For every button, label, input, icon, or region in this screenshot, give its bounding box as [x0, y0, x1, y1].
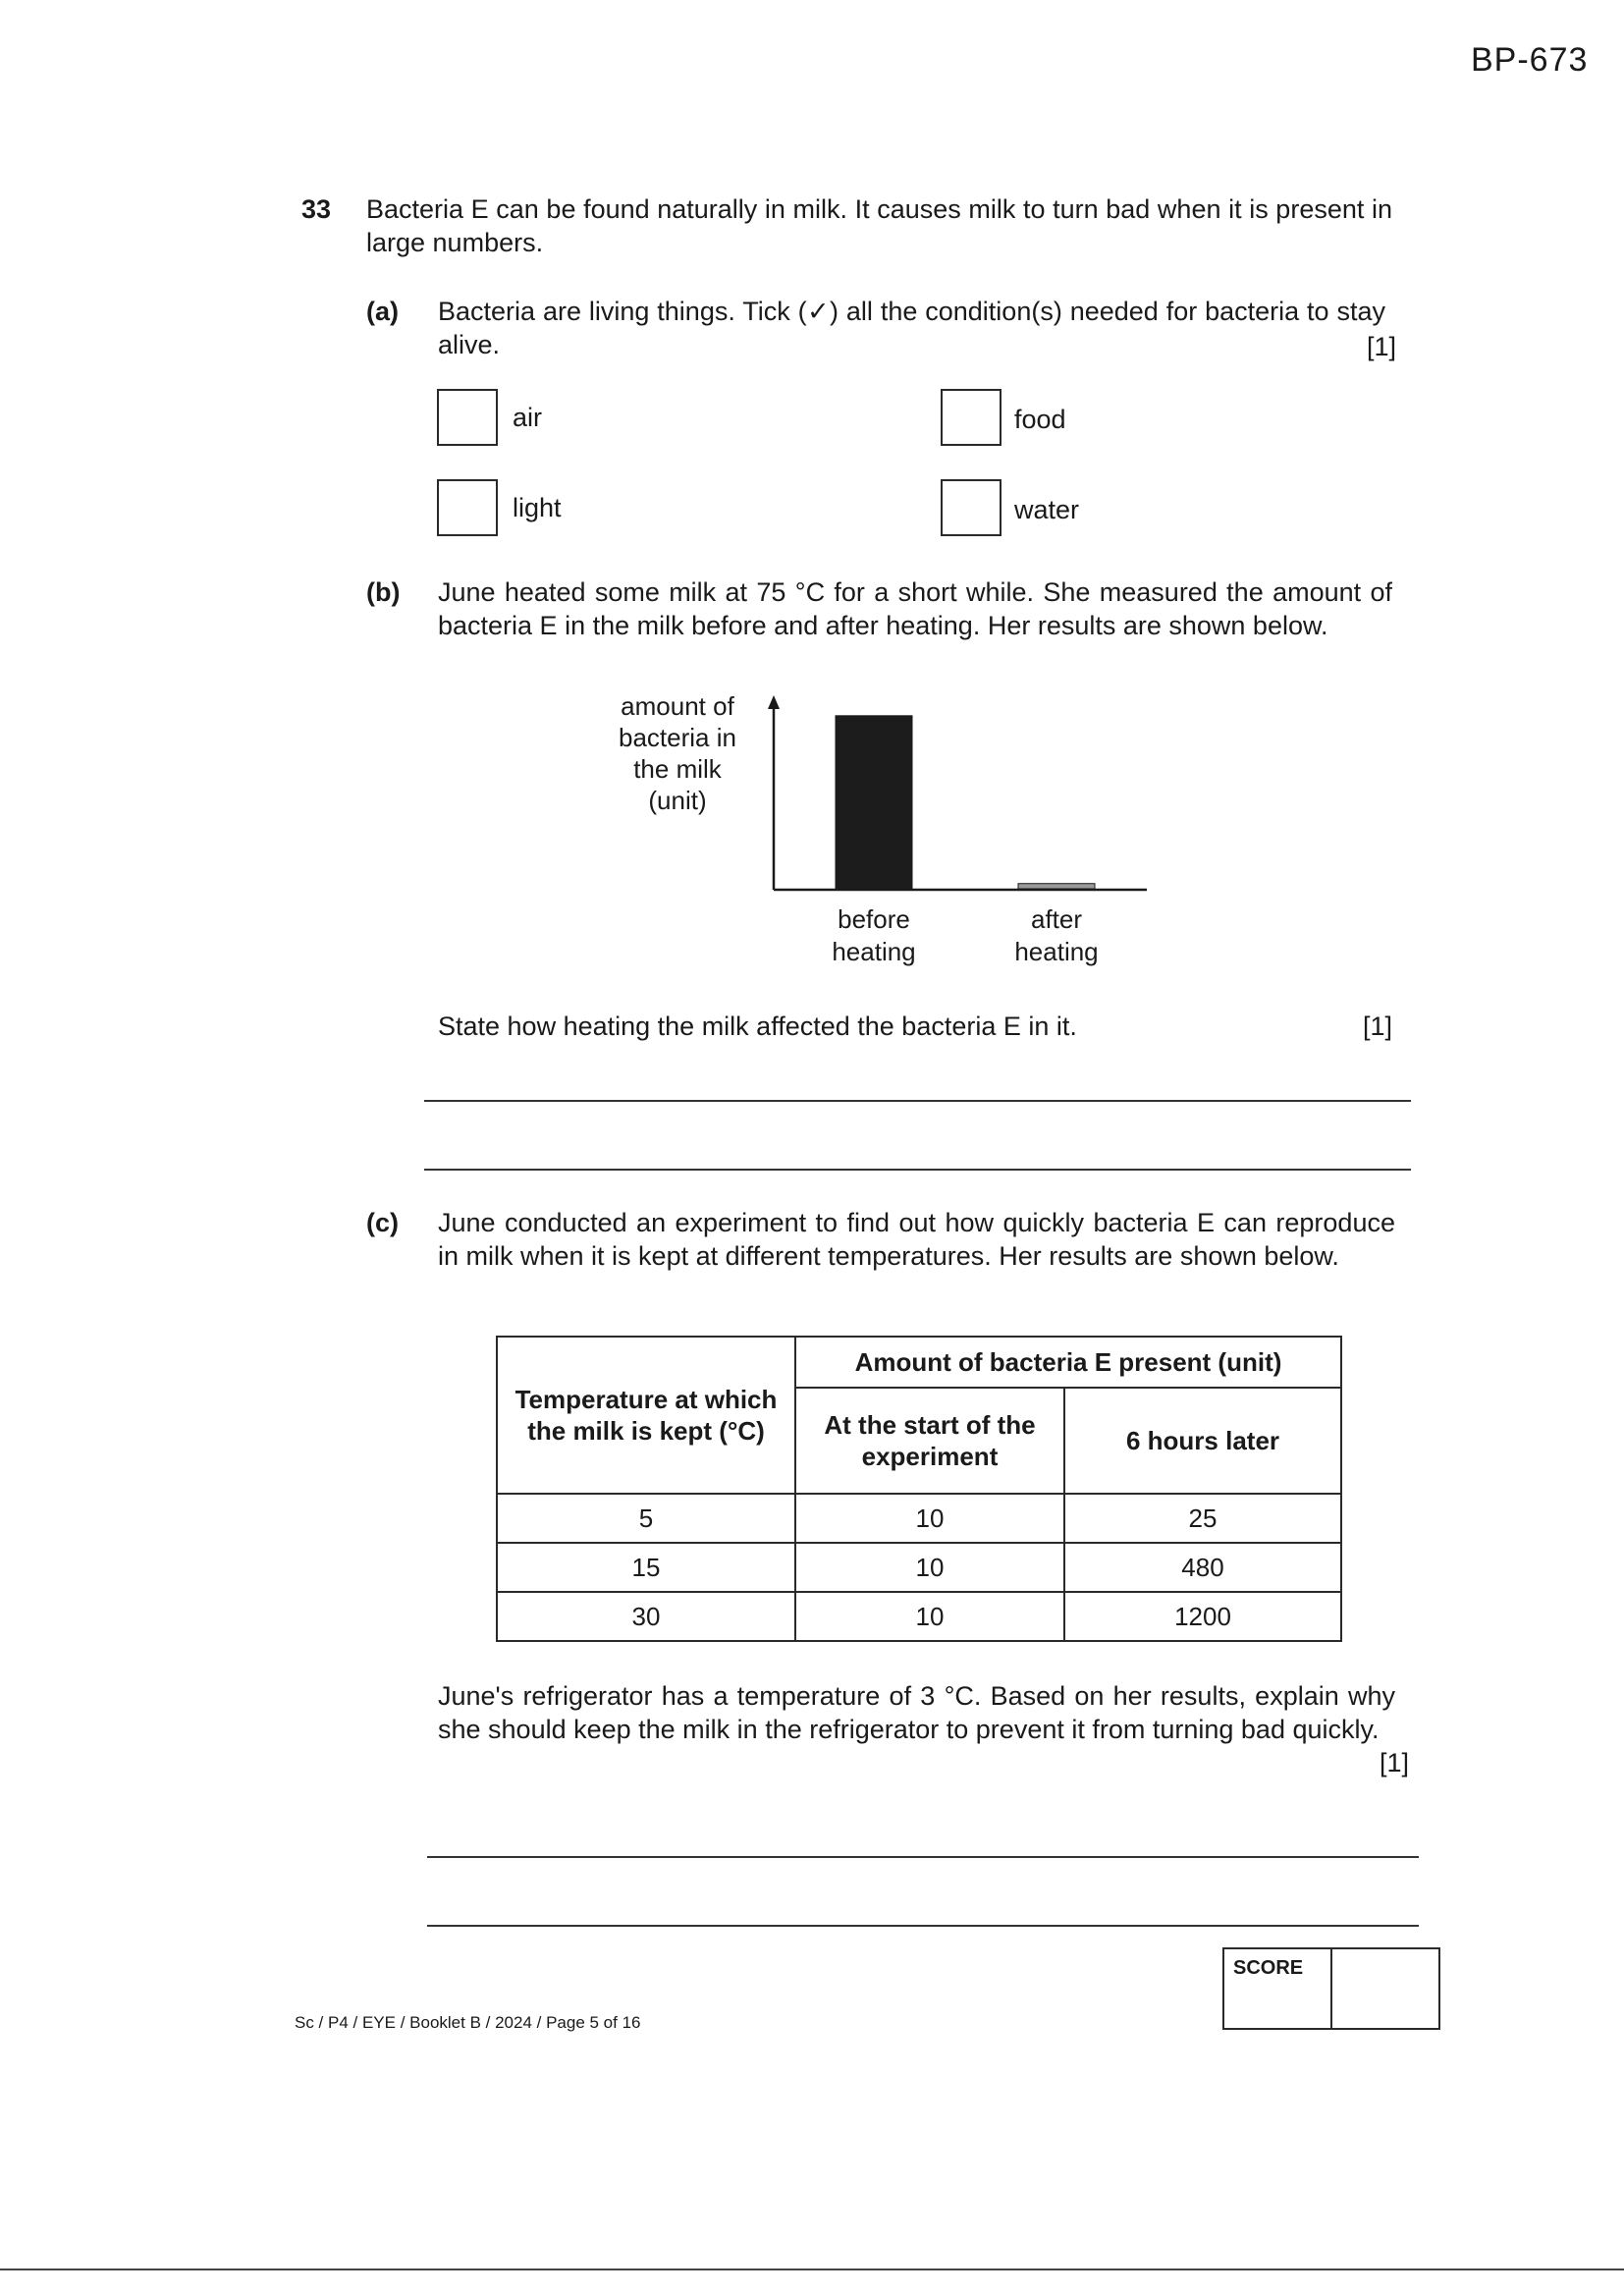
x-label-before-line-2: heating [832, 937, 916, 966]
bar-chart [589, 687, 1168, 982]
part-a-label: (a) [366, 297, 399, 326]
question-number: 33 [301, 194, 332, 224]
part-c-text: June conducted an experiment to find out how quickly bacteria E can reproduce in milk when it is kept at different temperatures. Her results are shown below. [438, 1208, 1395, 1271]
y-axis-label-line-2: bacteria in [619, 723, 736, 752]
table-row [497, 1592, 1341, 1641]
page-footer: Sc / P4 / EYE / Booklet B / 2024 / Page 5 of 16 [295, 2013, 641, 2032]
answer-line-c-1[interactable] [427, 1856, 1419, 1858]
part-c-label: (c) [366, 1208, 399, 1237]
part-c-marks: [1] [1380, 1748, 1410, 1777]
table-cell: 5 [497, 1494, 795, 1543]
part-a-marks: [1] [1367, 332, 1397, 361]
y-axis-arrow [768, 695, 780, 709]
group-header-amount: Amount of bacteria E present (unit) [795, 1337, 1341, 1388]
table-cell: 1200 [1064, 1592, 1341, 1641]
part-c-question: June's refrigerator has a temperature of 3 °C. Based on her results, explain why she should keep the milk in the refrigerator to prevent it from turning bad quickly. [438, 1681, 1395, 1744]
results-table [496, 1336, 1342, 1642]
score-entry[interactable] [1332, 1949, 1438, 2028]
y-axis-label-line-3: the milk [633, 754, 722, 784]
question-stem: Bacteria E can be found naturally in milk. It causes milk to turn bad when it is present in large numbers. [366, 194, 1392, 257]
y-axis-label-line-1: amount of [621, 691, 734, 721]
scan-edge-rule [0, 2269, 1624, 2270]
answer-line-b-1[interactable] [424, 1100, 1411, 1102]
table-cell: 25 [1064, 1494, 1341, 1543]
part-b-question: State how heating the milk affected the bacteria E in it. [438, 1011, 1077, 1041]
option-light: light [513, 493, 562, 522]
page-code: BP-673 [1471, 41, 1589, 79]
x-label-after-line-1: after [1030, 904, 1083, 934]
table-cell: 30 [497, 1592, 795, 1641]
tick-box-air[interactable] [437, 389, 498, 446]
tick-box-food[interactable] [941, 389, 1001, 446]
sub-header-6-hours: 6 hours later [1064, 1388, 1341, 1494]
table-cell: 480 [1064, 1543, 1341, 1592]
score-label: SCORE [1233, 1957, 1304, 1979]
table-row [497, 1543, 1341, 1592]
table-cell: 10 [795, 1494, 1064, 1543]
option-air: air [513, 403, 543, 432]
option-food: food [1014, 405, 1066, 434]
bar-before-heating [836, 716, 912, 889]
table-cell: 10 [795, 1543, 1064, 1592]
tick-box-light[interactable] [437, 479, 498, 536]
part-a-text: Bacteria are living things. Tick (✓) all the condition(s) needed for bacteria to stay alive. [438, 297, 1385, 359]
part-b-text: June heated some milk at 75 °C for a short while. She measured the amount of bacteria E in the milk before and after heating. Her results are shown below. [438, 577, 1392, 640]
y-axis-label-line-4: (unit) [648, 786, 707, 815]
answer-line-b-2[interactable] [424, 1169, 1411, 1171]
bar-after-heating [1018, 884, 1095, 889]
table-cell: 15 [497, 1543, 795, 1592]
part-b-marks: [1] [1363, 1011, 1393, 1041]
answer-line-c-2[interactable] [427, 1925, 1419, 1927]
col-header-temperature: Temperature at which the milk is kept (°C) [497, 1337, 795, 1494]
part-b-label: (b) [366, 577, 401, 607]
sub-header-start: At the start of the experiment [795, 1388, 1064, 1494]
x-label-before-line-1: before [838, 904, 910, 934]
table-cell: 10 [795, 1592, 1064, 1641]
table-row [497, 1494, 1341, 1543]
option-water: water [1014, 495, 1080, 524]
x-label-after-line-2: heating [1014, 937, 1099, 966]
tick-box-water[interactable] [941, 479, 1001, 536]
